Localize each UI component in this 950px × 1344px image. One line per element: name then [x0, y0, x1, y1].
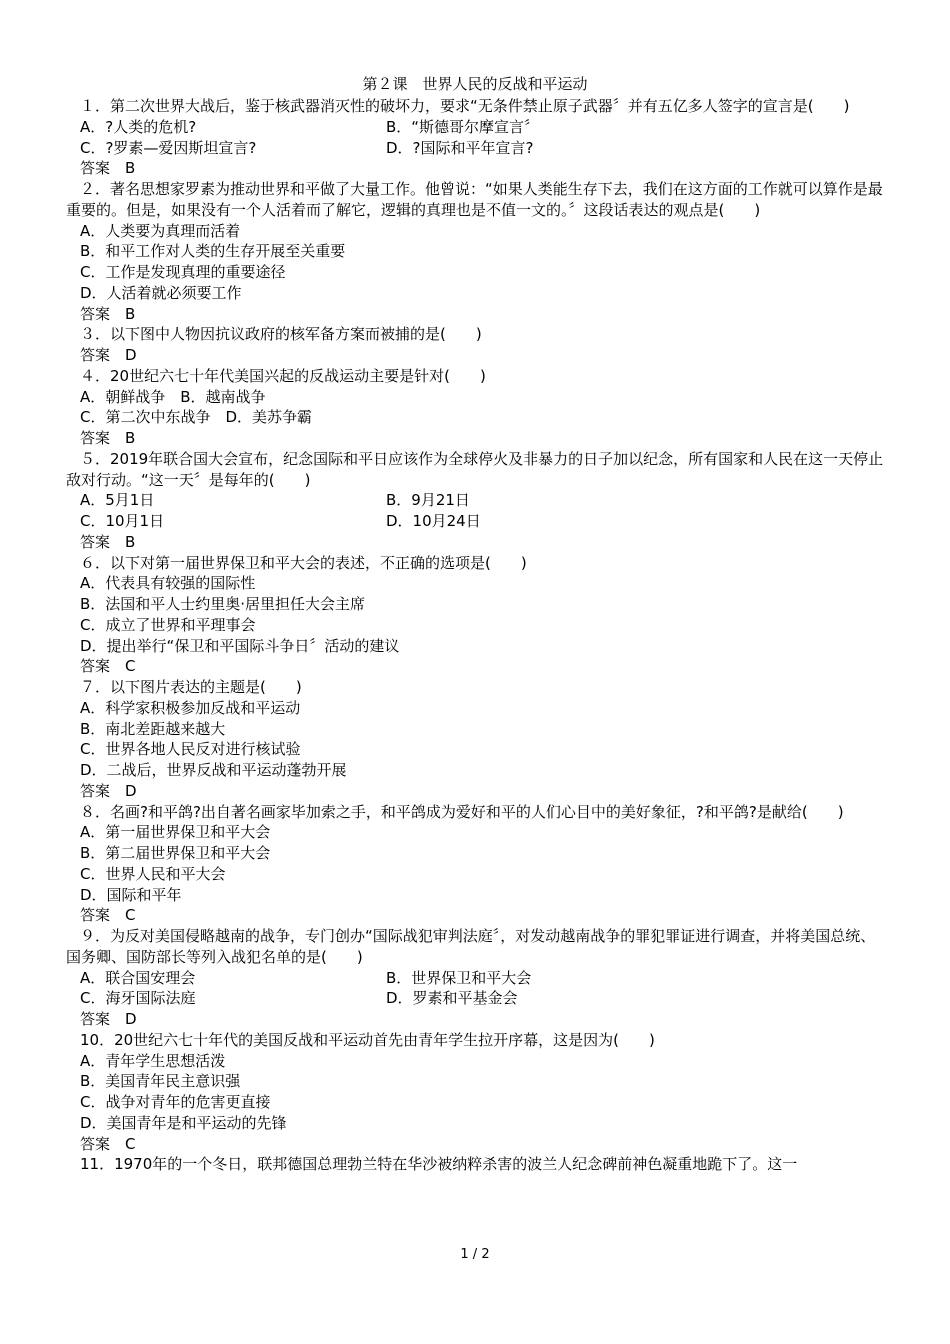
answer-option: A．人类要为真理而活着	[80, 221, 241, 240]
answer-option-row	[66, 968, 886, 989]
answer-option: D．?国际和平年宣言?	[386, 138, 534, 157]
answer-option: B．第二届世界保卫和平大会	[80, 844, 271, 862]
answer-option: D．罗素和平基金会	[386, 989, 518, 1008]
answer-option: A．?人类的危机?	[80, 117, 197, 136]
question-stem: ７．以下图片表达的主题是( )	[80, 678, 302, 696]
question-block	[66, 324, 886, 366]
answer-option-row	[66, 490, 886, 511]
answer-option: C．海牙国际法庭	[80, 989, 196, 1008]
answer-option: C．?罗素—爱因斯坦宣言?	[80, 138, 257, 157]
answer-option: B．9月21日	[386, 491, 470, 510]
question-block	[66, 677, 886, 802]
lesson-title: 第２课 世界人民的反战和平运动	[362, 75, 588, 93]
answer-option: D．提出举行“保卫和平国际斗争日〞活动的建议	[80, 636, 400, 655]
answer-option: B．法国和平人士约里奥·居里担任大会主席	[80, 595, 366, 613]
answer-option: A．联合国安理会	[80, 968, 196, 987]
question-block	[66, 179, 886, 324]
answer-option: D．美国青年是和平运动的先锋	[80, 1113, 287, 1132]
page-number: 1 / 2	[460, 1247, 490, 1262]
answer-option: C．战争对青年的危害更直接	[80, 1093, 271, 1111]
answer-option: D．国际和平年	[80, 885, 182, 904]
question-block	[66, 802, 886, 927]
answer-key: 答案 B	[80, 429, 136, 447]
answer-key: 答案 C	[80, 1134, 136, 1153]
question-stem: 11．1970年的一个冬日，联邦德国总理勃兰特在华沙被纳粹杀害的波兰人纪念碑前神色凝重地跪下了。这一	[80, 1155, 798, 1174]
answer-option-row	[66, 988, 886, 1009]
answer-option: C．10月1日	[80, 512, 165, 530]
question-stem: １．第二次世界大战后，鉴于核武器消灭性的破坏力，要求“无条件禁止原子武器〞并有五亿多人签字的宣言是( )	[80, 97, 850, 115]
answer-option: C．工作是发现真理的重要途径	[80, 263, 286, 281]
question-block	[66, 366, 886, 449]
answer-option: A．科学家积极参加反战和平运动	[80, 698, 301, 717]
answer-option: A．代表具有较强的国际性	[80, 574, 256, 593]
answer-option: D．10月24日	[386, 512, 481, 530]
question-stem: ５．2019年联合国大会宣布，纪念国际和平日应该作为全球停火及非暴力的日子加以纪念，所有国家和人民在这一天停止敌对行动。“这一天〞是每年的( )	[66, 449, 884, 489]
question-stem: 10．20世纪六七十年代的美国反战和平运动首先由青年学生拉开序幕，这是因为( )	[80, 1030, 655, 1049]
question-list	[66, 96, 886, 1175]
answer-key: 答案 B	[80, 304, 136, 323]
question-stem: ３．以下图中人物因抗议政府的核军备方案而被捕的是( )	[80, 325, 482, 344]
answer-option: B．南北差距越来越大	[80, 719, 226, 738]
answer-key: 答案 D	[80, 781, 137, 800]
answer-key: 答案 D	[80, 1010, 137, 1028]
answer-option: C．世界各地人民反对进行核试验	[80, 740, 301, 759]
answer-option: A．5月1日	[80, 491, 155, 510]
answer-option: D．二战后，世界反战和平运动蓬勃开展	[80, 761, 347, 779]
answer-key: 答案 C	[80, 906, 136, 925]
answer-option: A．青年学生思想活泼	[80, 1051, 226, 1070]
answer-option: B．世界保卫和平大会	[386, 968, 532, 987]
question-block	[66, 449, 886, 553]
question-block	[66, 1030, 886, 1155]
answer-option: B．“斯德哥尔摩宣言〞	[386, 117, 540, 136]
answer-key: 答案 C	[80, 657, 136, 676]
question-block	[66, 96, 886, 179]
answer-option-row	[66, 511, 886, 532]
answer-option: B．和平工作对人类的生存开展至关重要	[80, 242, 346, 261]
answer-option: C．第二次中东战争 D．美苏争霸	[80, 408, 313, 427]
answer-key: 答案 D	[80, 346, 137, 364]
question-stem: ２．著名思想家罗素为推动世界和平做了大量工作。他曾说：“如果人类能生存下去，我们在这方面的工作就可以算作是最重要的。但是，如果没有一个人活着而了解它，逻辑的真理也是不值一文的。〞这段话表达的观点是( )	[66, 180, 883, 219]
answer-key: 答案 B	[80, 159, 136, 178]
answer-key: 答案 B	[80, 532, 136, 551]
question-block	[66, 553, 886, 678]
question-stem: ９．为反对美国侵略越南的战争，专门创办“国际战犯审判法庭〞，对发动越南战争的罪犯罪证进行调查，并将美国总统、国务卿、国防部长等列入战犯名单的是( )	[66, 927, 876, 966]
question-stem: ８．名画?和平鸽?出自著名画家毕加索之手，和平鸽成为爱好和平的人们心目中的美好象征，?和平鸽?是献给( )	[80, 802, 844, 821]
answer-option-row	[66, 138, 886, 159]
question-stem: ４．20世纪六七十年代美国兴起的反战运动主要是针对( )	[80, 366, 486, 385]
answer-option: C．世界人民和平大会	[80, 864, 226, 883]
answer-option-row	[66, 117, 886, 138]
question-stem: ６．以下对第一届世界保卫和平大会的表述，不正确的选项是( )	[80, 553, 527, 572]
answer-option: D．人活着就必须要工作	[80, 283, 242, 302]
question-block	[66, 926, 886, 1030]
answer-option: B．美国青年民主意识强	[80, 1072, 241, 1091]
answer-option: C．成立了世界和平理事会	[80, 615, 256, 634]
answer-option: A．朝鲜战争 B．越南战争	[80, 387, 266, 406]
question-block	[66, 1154, 886, 1175]
answer-option: A．第一届世界保卫和平大会	[80, 823, 271, 842]
